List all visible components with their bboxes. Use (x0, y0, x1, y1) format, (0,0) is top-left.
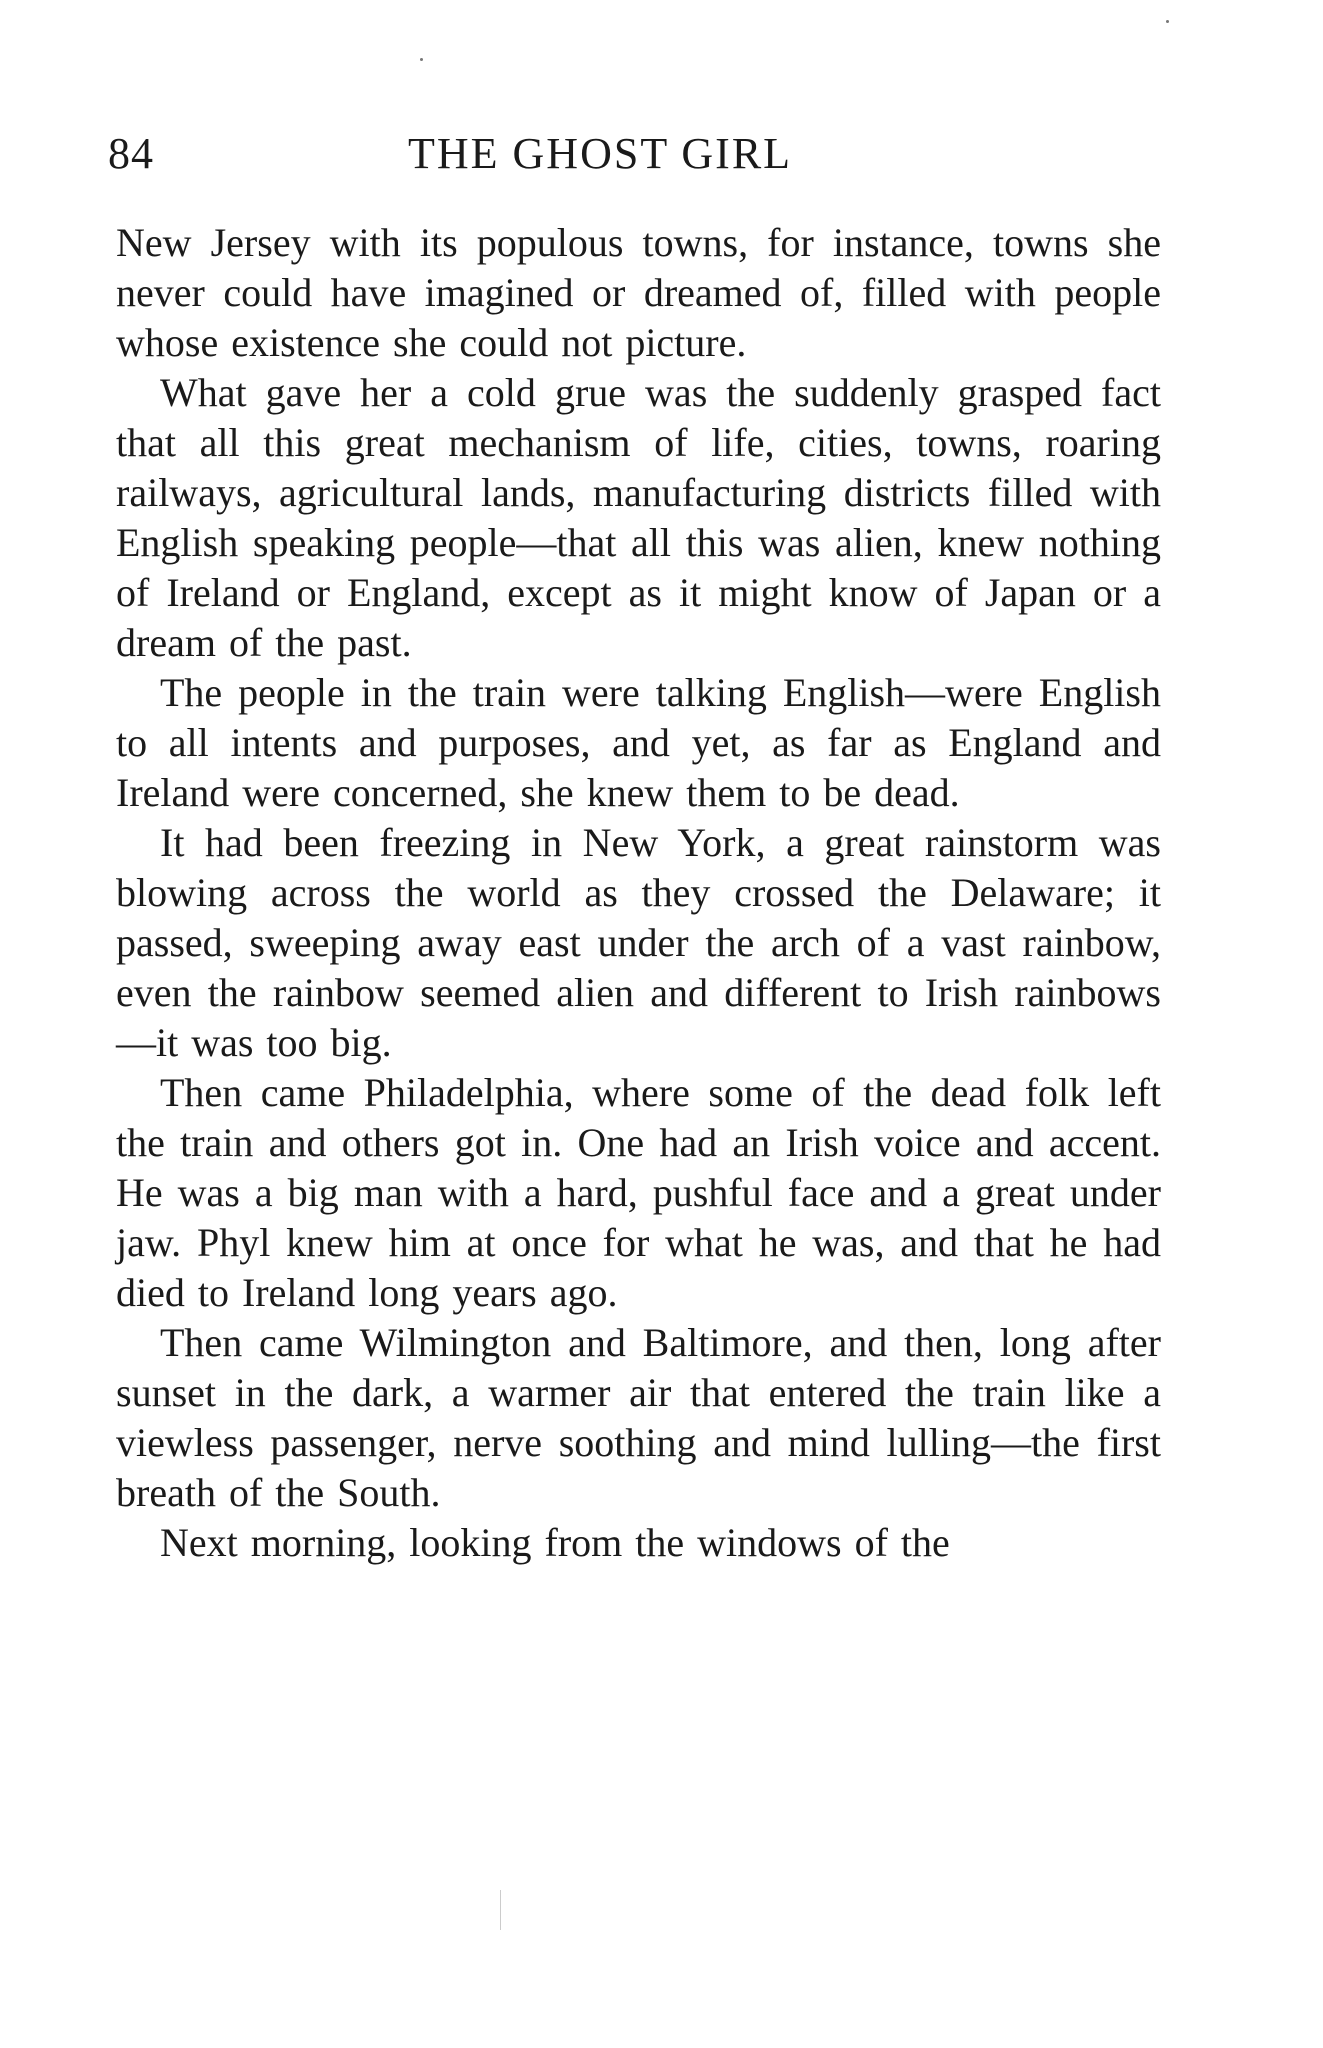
body-text (116, 218, 1161, 1568)
paragraph: Then came Wilmington and Baltimore, and then, long after sunset in the dark, a warmer air that entered the train like a viewless passenger, nerve soothing and mind lulling—the first breath of the South. (116, 1320, 1161, 1515)
paragraph: The people in the train were talking English—were English to all intents and purposes, and yet, as far as England and Ireland were concerned, she knew them to be dead. (116, 670, 1161, 815)
print-hairline (500, 1890, 501, 1930)
paragraph: It had been freezing in New York, a great rainstorm was blowing across the world as they crossed the Delaware; it passed, sweeping away east under the arch of a vast rainbow, even the rainbow seemed alien and different to Irish rainbows—it was too big. (116, 820, 1161, 1065)
paragraph: Then came Philadelphia, where some of the dead folk left the train and others got in. One had an Irish voice and accent. He was a big man with a hard, pushful face and a great under jaw. Phyl knew him at once for what he was, and that he had died to Ireland long years ago. (116, 1070, 1161, 1315)
running-title: THE GHOST GIRL (408, 129, 793, 178)
running-header (108, 128, 1168, 188)
paragraph: Next morning, looking from the windows of the (160, 1520, 950, 1565)
paragraph: What gave her a cold grue was the suddenly grasped fact that all this great mechanism of life, cities, towns, roaring railways, agricultural lands, manufacturing districts filled with English speaking people—that all this was alien, knew nothing of Ireland or England, except as it might know of Japan or a dream of the past. (116, 370, 1161, 665)
page-number: 84 (108, 129, 154, 178)
print-speck (420, 58, 423, 61)
paragraph: New Jersey with its populous towns, for instance, towns she never could have imagined or dreamed of, filled with people whose existence she could not picture. (116, 220, 1161, 365)
print-speck (1166, 20, 1169, 23)
